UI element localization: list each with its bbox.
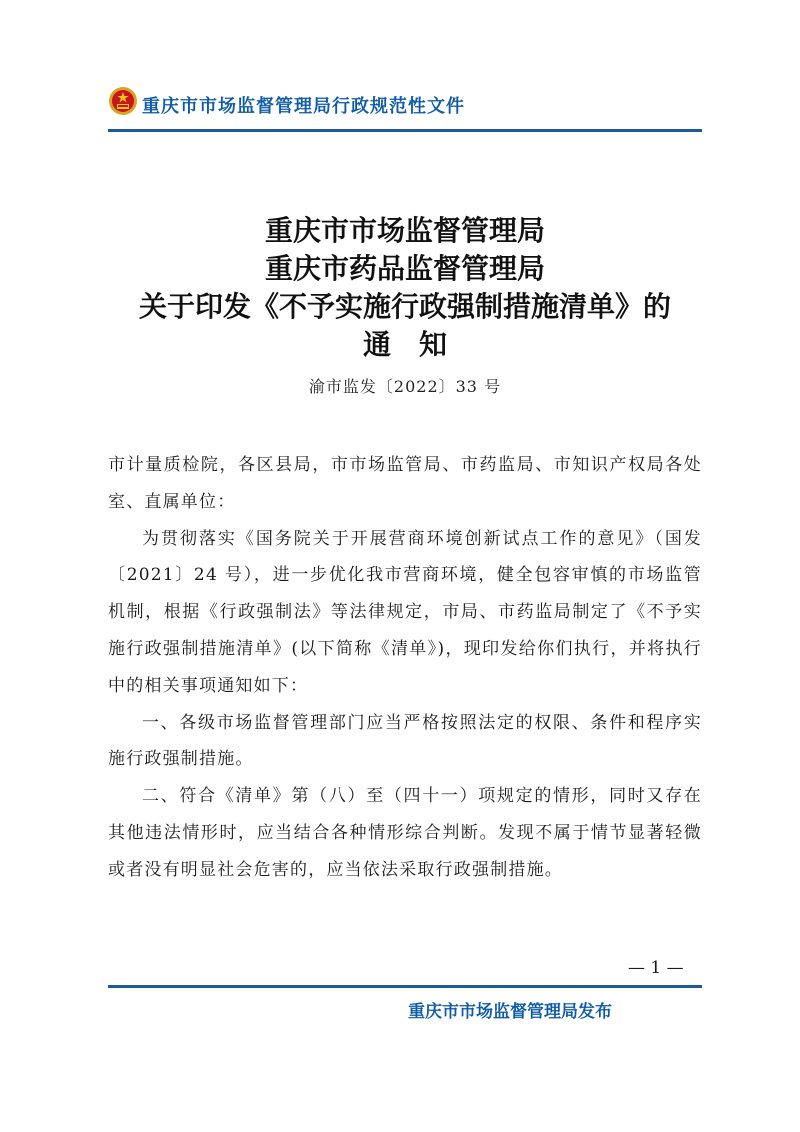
body-paragraph: 一、各级市场监督管理部门应当严格按照法定的权限、条件和程序实施行政强制措施。 — [108, 712, 702, 770]
body-paragraph: 二、符合《清单》第（八）至（四十一）项规定的情形，同时又存在其他违法情形时，应当结合各种情形综合判断。发现不属于情节显著轻微或者没有明显社会危害的，应当依法采取行政强制措施。 — [108, 786, 702, 880]
footer-divider — [108, 985, 702, 988]
document-header — [108, 84, 702, 130]
title-issuer-2: 重庆市药品监督管理局 — [264, 252, 545, 285]
document-body — [108, 447, 702, 889]
footer-publisher: 重庆市市场监督管理局发布 — [408, 1002, 612, 1022]
title-subject: 关于印发《不予实施行政强制措施清单》的 — [138, 290, 671, 323]
addressees: 市计量质检院，各区县局，市市场监管局、市药监局、市知识产权局各处室、直属单位： — [108, 455, 702, 512]
document-number: 渝市监发〔2022〕33 号 — [308, 377, 502, 396]
document-title — [100, 212, 710, 397]
header-title: 重庆市市场监督管理局行政规范性文件 — [142, 96, 465, 117]
national-emblem-icon — [108, 86, 138, 116]
header-divider — [108, 129, 702, 132]
title-notice: 通知 — [362, 328, 475, 361]
body-paragraph: 为贯彻落实《国务院关于开展营商环境创新试点工作的意见》（国发〔2021〕24 号），进一步优化我市营商环境，健全包容审慎的市场监管机制，根据《行政强制法》等法律规定，市局、市药监局制定了《不予实施行政强制措施清单》(以下简称《清单》)，现印发给你们执行，并将执行中的相关事项通知如下： — [108, 528, 702, 696]
page-number: — 1 — — [628, 958, 684, 978]
title-issuer-1: 重庆市市场监督管理局 — [264, 214, 545, 247]
